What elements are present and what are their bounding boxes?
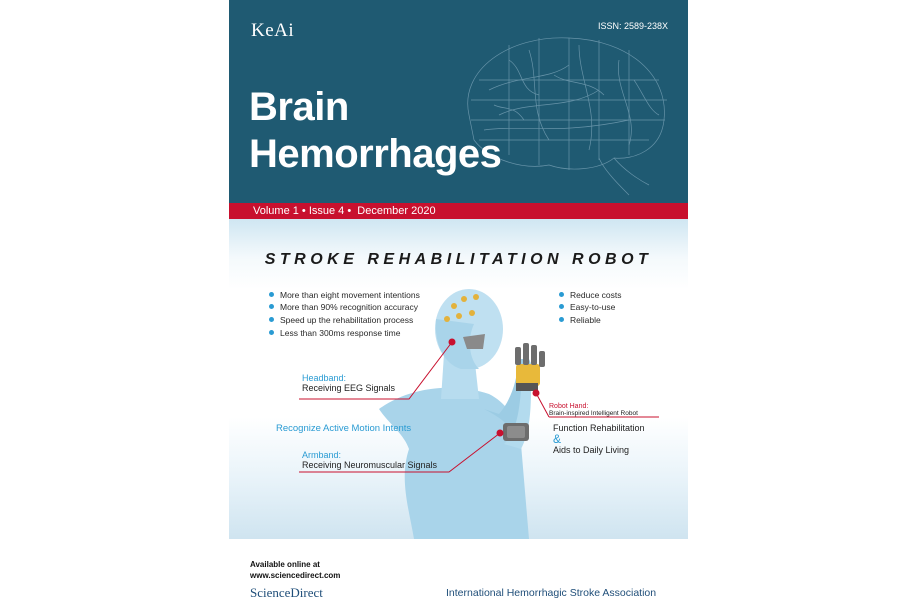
armband-label: Armband: Receiving Neuromuscular Signals (302, 450, 438, 470)
publisher-logo: KeAi (251, 20, 295, 41)
journal-title-line1: Brain (249, 85, 349, 129)
graphic-title: STROKE REHABILITATION ROBOT (264, 251, 653, 268)
bullet-icon (269, 330, 274, 335)
feature-left-3: Speed up the rehabilitation process (269, 315, 413, 325)
intent-label: Recognize Active Motion Intents (276, 423, 412, 434)
feature-right-3: Reliable (559, 315, 601, 325)
sciencedirect-url: www.sciencedirect.com (250, 571, 341, 580)
bullet-icon (559, 317, 564, 322)
availability-note: Available online at www.sciencedirect.com (250, 560, 341, 580)
bullet-icon (269, 304, 274, 309)
robot-hand-label: Robot Hand: Brain-inspired Intelligent Robot (549, 403, 638, 417)
feature-right-2: Easy-to-use (559, 302, 615, 312)
issn: ISSN: 2589-238X (597, 21, 668, 31)
sciencedirect-logo: ScienceDirect (250, 585, 323, 600)
feature-left-4: Less than 300ms response time (269, 328, 400, 338)
feature-right-1: Reduce costs (559, 290, 622, 300)
bullet-icon (269, 292, 274, 297)
cover-header (229, 0, 688, 203)
headband-label: Headband: Receiving EEG Signals (302, 373, 396, 393)
issue-bar: Volume 1 • Issue 4 • December 2020 (229, 203, 688, 219)
bullet-icon (559, 304, 564, 309)
journal-cover (229, 0, 688, 612)
feature-left-1: More than eight movement intentions (269, 290, 420, 300)
association-name: International Hemorrhagic Stroke Association (446, 587, 657, 599)
function-label: Function Rehabilitation & Aids to Daily Living (553, 423, 645, 455)
robot-hand-icon (515, 343, 545, 391)
bullet-icon (269, 317, 274, 322)
journal-title (249, 84, 501, 178)
bullet-icon (559, 292, 564, 297)
feature-left-2: More than 90% recognition accuracy (269, 302, 418, 312)
journal-title-line2: Hemorrhages (249, 132, 502, 176)
cover-graphic (229, 219, 688, 539)
